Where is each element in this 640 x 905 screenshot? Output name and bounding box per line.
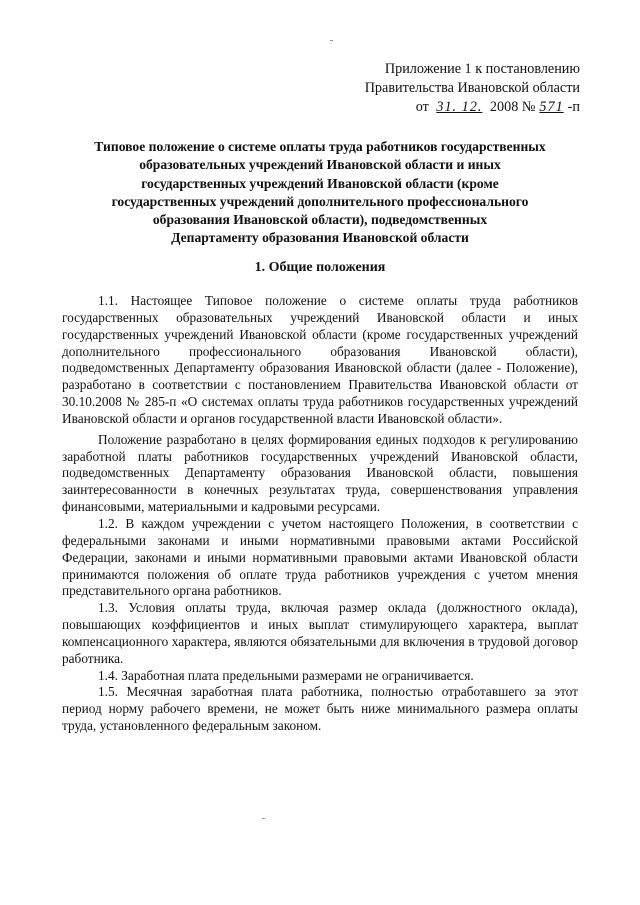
paragraph-1-5: 1.5. Месячная заработная плата работника, полностью отработавшего за этот период норму рабочего времени, не может быть ниже минимального размера оплаты труда, установленного федеральным законом. [62,684,578,734]
title-line: образования Ивановской области), подведомственных [152,212,488,228]
header-date-line [280,98,580,117]
scan-speck [330,40,333,41]
paragraph-1-2: 1.2. В каждом учреждении с учетом настоящего Положения, в соответствии с федеральными законами и иными нормативными правовыми актами Российской Федерации, законами и иными нормативными правовыми актами Ивановской области принимаются положения об оплате труда работников учреждения с учетом мнения представительного органа работников. [62,515,578,599]
document-title [62,138,578,248]
title-line: образовательных учреждений Ивановской области и иных [139,157,501,173]
section-heading: 1. Общие положения [254,260,386,275]
handwritten-date: 31. 12. [436,99,483,115]
number-suffix: -п [567,99,580,115]
header-line-1: Приложение 1 к постановлению [384,61,580,77]
number-prefix: № [521,99,536,115]
title-line: государственных учреждений дополнительного профессионального [111,193,529,209]
scan-speck [262,818,265,819]
approval-header [280,60,580,117]
date-year: 2008 [489,99,519,115]
title-line: Типовое положение о системе оплаты труда работников государственных [94,139,546,154]
title-line: Департаменту образования Ивановской области [171,230,469,246]
paragraph-1-1: 1.1. Настоящее Типовое положение о системе оплаты труда работников государственных образовательных учреждений Ивановской области и иных государственных учреждений Ивановской области (кроме государственных учреждений дополнительного профессионального образования Ивановской области), подведомственных Департаменту образования Ивановской области (далее - Положение), разработано в соответствии с постановлением Правительства Ивановской области от 30.10.2008 № 285-п «О системах оплаты труда работников государственных учреждений Ивановской области и органов государственной власти Ивановской области». [62,293,578,426]
paragraph-1-3: 1.3. Условия оплаты труда, включая размер оклада (должностного оклада), повышающих коэффициентов и иных выплат стимулирующего характера, выплат компенсационного характера, являются обязательными для включения в трудовой договор работника. [62,600,578,666]
title-line: государственных учреждений Ивановской области (кроме [141,175,499,191]
handwritten-number: 571 [539,99,564,115]
header-line-2: Правительства Ивановской области [364,80,580,96]
paragraph-purpose: Положение разработано в целях формирования единых подходов к регулированию заработной платы работников государственных учреждений Ивановской области, подведомственных Департаменту образования Ивановской области, повышения заинтересованности в конечных результатах труда, совершенствования управления финансовыми, материальными и кадровыми ресурсами. [62,431,578,515]
document-body [62,293,578,735]
paragraph-1-4: 1.4. Заработная плата предельными размерами не ограничивается. [98,667,474,683]
date-prefix: от [415,99,429,115]
